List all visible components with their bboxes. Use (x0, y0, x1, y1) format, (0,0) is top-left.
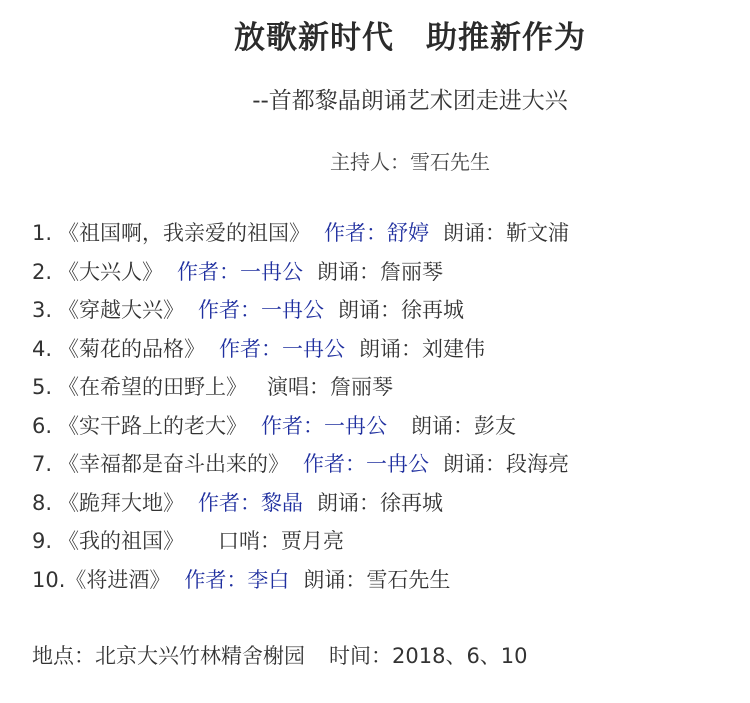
poem-title: 《穿越大兴》 (58, 298, 185, 322)
location-text: 地点：北京大兴竹林精舍榭园 (32, 644, 305, 668)
poem-title: 《菊花的品格》 (58, 336, 206, 361)
performer: 朗诵：雪石先生 (303, 567, 451, 592)
poem-title: 《将进酒》 (65, 567, 171, 592)
item-number: 6. (32, 413, 53, 438)
poem-title: 《在希望的田野上》 (58, 375, 248, 399)
performer: 朗诵：段海亮 (443, 452, 570, 476)
item-number: 5. (32, 375, 53, 399)
program-item-5 (32, 368, 569, 407)
author: 作者：一冉公 (261, 413, 388, 438)
performer: 朗诵：刘建伟 (359, 336, 486, 361)
program-item-7 (32, 445, 569, 484)
item-number: 2. (32, 259, 53, 284)
author: 作者：一冉公 (303, 452, 430, 476)
program-item-6 (32, 407, 569, 446)
item-number: 8. (32, 490, 53, 515)
poem-title: 《跪拜大地》 (58, 490, 185, 515)
author: 作者：舒婷 (324, 221, 430, 245)
performer: 朗诵：詹丽琴 (317, 259, 444, 284)
performer: 朗诵：彭友 (411, 413, 517, 438)
performer: 朗诵：靳文浦 (443, 221, 570, 245)
performer: 口哨：贾月亮 (218, 529, 345, 553)
program-item-10 (32, 561, 569, 600)
poem-title: 《我的祖国》 (58, 529, 185, 553)
poem-title: 《实干路上的老大》 (58, 413, 248, 438)
item-number: 9. (32, 529, 53, 553)
page-title: 放歌新时代 助推新作为 (234, 20, 586, 56)
poem-title: 《祖国啊，我亲爱的祖国》 (58, 221, 311, 245)
author: 作者：一冉公 (219, 336, 346, 361)
poem-title: 《大兴人》 (58, 259, 164, 284)
performer: 演唱：詹丽琴 (267, 375, 394, 399)
program-item-3 (32, 291, 569, 330)
host-line: 主持人：雪石先生 (330, 150, 490, 174)
program-item-1 (32, 214, 569, 253)
time-text: 时间：2018、6、10 (329, 644, 528, 668)
item-number: 4. (32, 336, 53, 361)
item-number: 3. (32, 298, 53, 322)
program-list (32, 214, 569, 599)
program-item-9 (32, 522, 569, 561)
program-item-8 (32, 484, 569, 523)
performer: 朗诵：徐再城 (338, 298, 465, 322)
program-item-2 (32, 253, 569, 292)
poem-title: 《幸福都是奋斗出来的》 (58, 452, 290, 476)
item-number: 10. (32, 567, 66, 592)
item-number: 7. (32, 452, 53, 476)
author: 作者：一冉公 (177, 259, 304, 284)
author: 作者：黎晶 (198, 490, 304, 515)
item-number: 1. (32, 221, 53, 245)
performer: 朗诵：徐再城 (317, 490, 444, 515)
event-info (32, 640, 528, 670)
page-subtitle: --首都黎晶朗诵艺术团走进大兴 (252, 88, 568, 114)
author: 作者：一冉公 (198, 298, 325, 322)
program-item-4 (32, 330, 569, 369)
author: 作者：李白 (184, 567, 290, 592)
